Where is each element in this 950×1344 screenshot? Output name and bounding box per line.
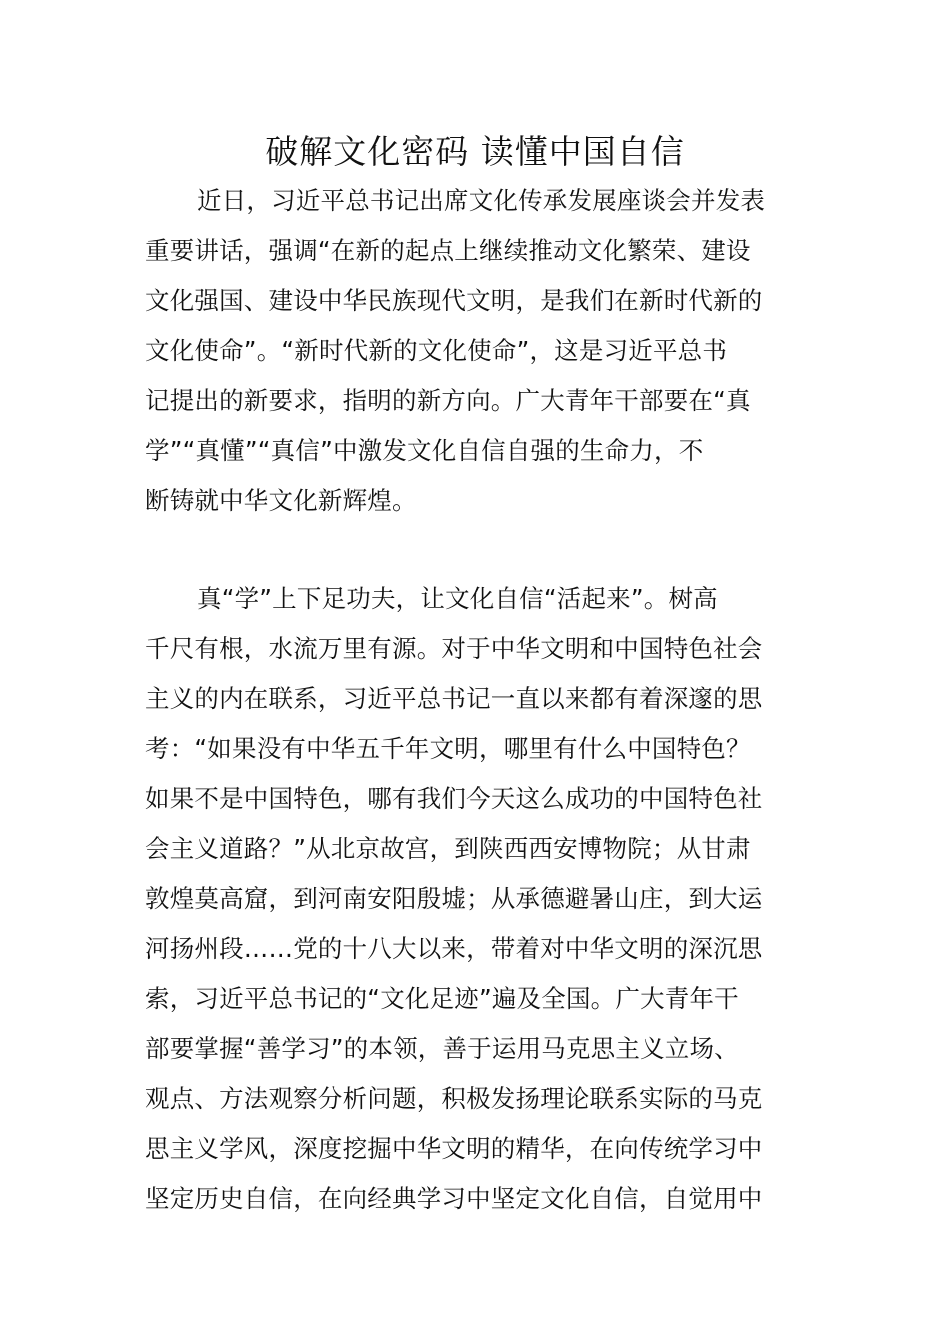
paragraph-line: 部要掌握“善学习”的本领，善于运用马克思主义立场、 bbox=[145, 1034, 739, 1063]
paragraph-line: 观点、方法观察分析问题，积极发扬理论联系实际的马克 bbox=[145, 1084, 763, 1113]
paragraph-line: 学”“真懂”“真信”中激发文化自信自强的生命力，不 bbox=[145, 436, 704, 465]
paragraph-line: 文化使命”。“新时代新的文化使命”，这是习近平总书 bbox=[145, 336, 728, 365]
paragraph-line: 文化强国、建设中华民族现代文明，是我们在新时代新的 bbox=[145, 286, 763, 315]
paragraph-line: 索，习近平总书记的“文化足迹”遍及全国。广大青年干 bbox=[145, 984, 739, 1013]
paragraph-1 bbox=[145, 176, 807, 526]
paragraph-line: 主义的内在联系，习近平总书记一直以来都有着深邃的思 bbox=[145, 684, 763, 713]
paragraph-line: 千尺有根，水流万里有源。对于中华文明和中国特色社会 bbox=[145, 634, 763, 663]
paragraph-line: 敦煌莫高窟，到河南安阳殷墟；从承德避暑山庄，到大运 bbox=[145, 884, 763, 913]
paragraph-line: 重要讲话，强调“在新的起点上继续推动文化繁荣、建设 bbox=[145, 236, 751, 265]
document-title: 破解文化密码 读懂中国自信 bbox=[265, 132, 685, 171]
paragraph-line: 坚定历史自信，在向经典学习中坚定文化自信，自觉用中 bbox=[145, 1184, 763, 1213]
paragraph-line: 真“学”上下足功夫，让文化自信“活起来”。树高 bbox=[197, 584, 718, 613]
paragraph-line: 近日，习近平总书记出席文化传承发展座谈会并发表 bbox=[197, 186, 766, 215]
paragraph-line: 河扬州段……党的十八大以来，带着对中华文明的深沉思 bbox=[145, 934, 763, 963]
paragraph-line: 会主义道路？”从北京故宫，到陕西西安博物院；从甘肃 bbox=[145, 834, 751, 863]
paragraph-line: 如果不是中国特色，哪有我们今天这么成功的中国特色社 bbox=[145, 784, 763, 813]
paragraph-2 bbox=[145, 574, 807, 1224]
paragraph-line: 思主义学风，深度挖掘中华文明的精华，在向传统学习中 bbox=[145, 1134, 763, 1163]
paragraph-line: 记提出的新要求，指明的新方向。广大青年干部要在“真 bbox=[145, 386, 751, 415]
paragraph-line: 考：“如果没有中华五千年文明，哪里有什么中国特色？ bbox=[145, 734, 751, 763]
paragraph-line: 断铸就中华文化新辉煌。 bbox=[145, 486, 417, 515]
